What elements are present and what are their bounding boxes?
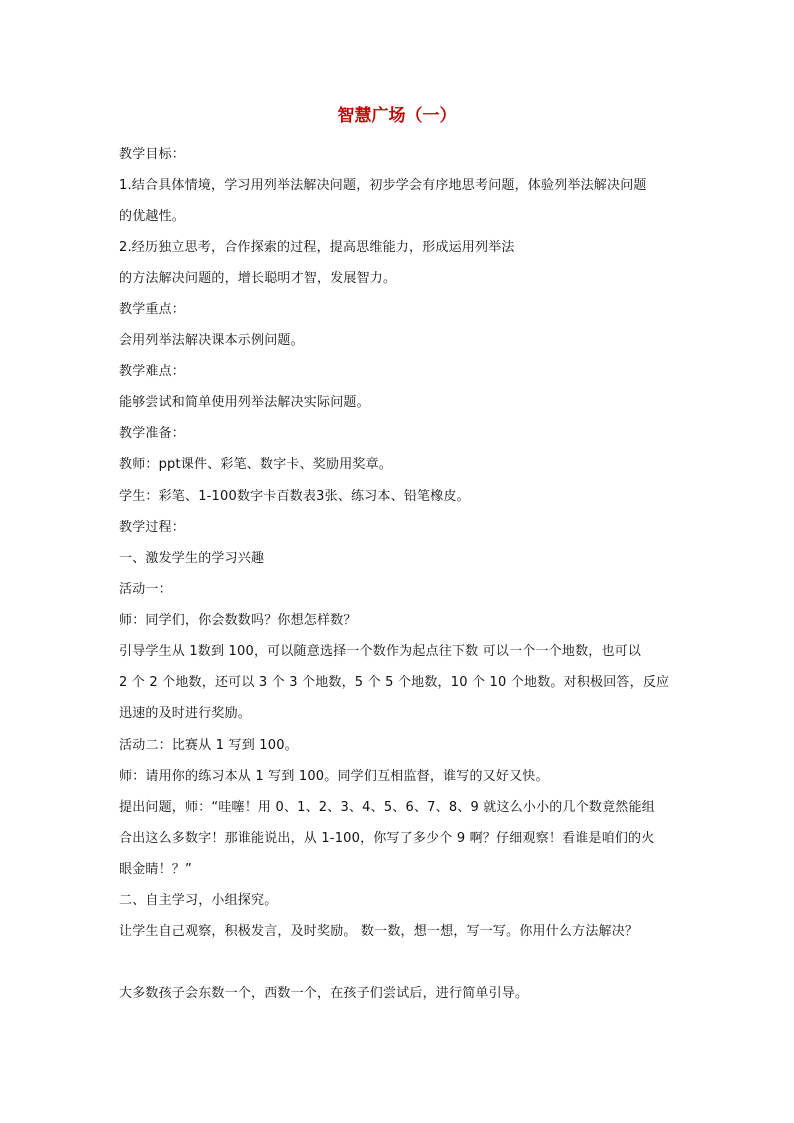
paragraph-line: 活动一： xyxy=(119,582,172,597)
paragraph-line: 眼金睛！？” xyxy=(119,862,192,877)
paragraph-line: 能够尝试和简单使用列举法解决实际问题。 xyxy=(119,395,370,410)
paragraph-line: 教学重点： xyxy=(119,302,186,317)
paragraph-line: 二、自主学习，小组探究。 xyxy=(119,893,278,908)
paragraph-line: 学生：彩笔、1-100数字卡百数表3张、练习本、铅笔橡皮。 xyxy=(119,489,470,504)
paragraph-line: 会用列举法解决课本示例问题。 xyxy=(119,333,304,348)
paragraph-line: 2 个 2 个地数，还可以 3 个 3 个地数，5 个 5 个地数，10 个 10 个地数。对积极回答，反应 xyxy=(119,675,670,690)
paragraph-line: 2.经历独立思考，合作探索的过程，提高思维能力，形成运用列举法 xyxy=(119,240,515,255)
paragraph-line: 1.结合具体情境，学习用列举法解决问题，初步学会有序地思考问题，体验列举法解决问题 xyxy=(119,178,647,193)
paragraph-line: 师：请用你的练习本从 1 写到 100。同学们互相监督，谁写的又好又快。 xyxy=(119,769,549,784)
paragraph-line: 教学难点： xyxy=(119,364,186,379)
paragraph-line: 教师：ppt课件、彩笔、数字卡、奖励用奖章。 xyxy=(119,457,393,472)
paragraph-line: 教学准备： xyxy=(119,426,186,441)
paragraph-line: 的优越性。 xyxy=(119,209,186,224)
paragraph-line: 提出问题，师：“哇噻！用 0、1、2、3、4、5、6、7、8、9 就这么小小的几个数竟然能组 xyxy=(119,800,655,815)
paragraph-line: 师：同学们，你会数数吗？你想怎样数？ xyxy=(119,613,357,628)
paragraph-line: 合出这么多数字！那谁能说出，从 1-100，你写了多少个 9 啊？仔细观察！看谁是咱们的火 xyxy=(119,831,655,846)
paragraph-line: 大多数孩子会东数一个，西数一个，在孩子们尝试后，进行简单引导。 xyxy=(119,986,529,1001)
paragraph-line: 引导学生从 1数到 100，可以随意选择一个数作为起点往下数 可以一个一个地数，也可以 xyxy=(119,644,642,659)
paragraph-line: 教学过程： xyxy=(119,520,186,535)
paragraph-line: 一、激发学生的学习兴趣 xyxy=(119,551,265,566)
paragraph-line: 活动二：比赛从 1 写到 100。 xyxy=(119,738,298,753)
paragraph-line: 教学目标： xyxy=(119,147,186,162)
paragraph-line: 迅速的及时进行奖励。 xyxy=(119,706,252,721)
paragraph-line: 让学生自己观察，积极发言，及时奖励。 数一数，想一想，写一写。你用什么方法解决？ xyxy=(119,924,639,939)
document-title: 智慧广场（一） xyxy=(337,106,457,126)
paragraph-line: 的方法解决问题的，增长聪明才智，发展智力。 xyxy=(119,271,397,286)
